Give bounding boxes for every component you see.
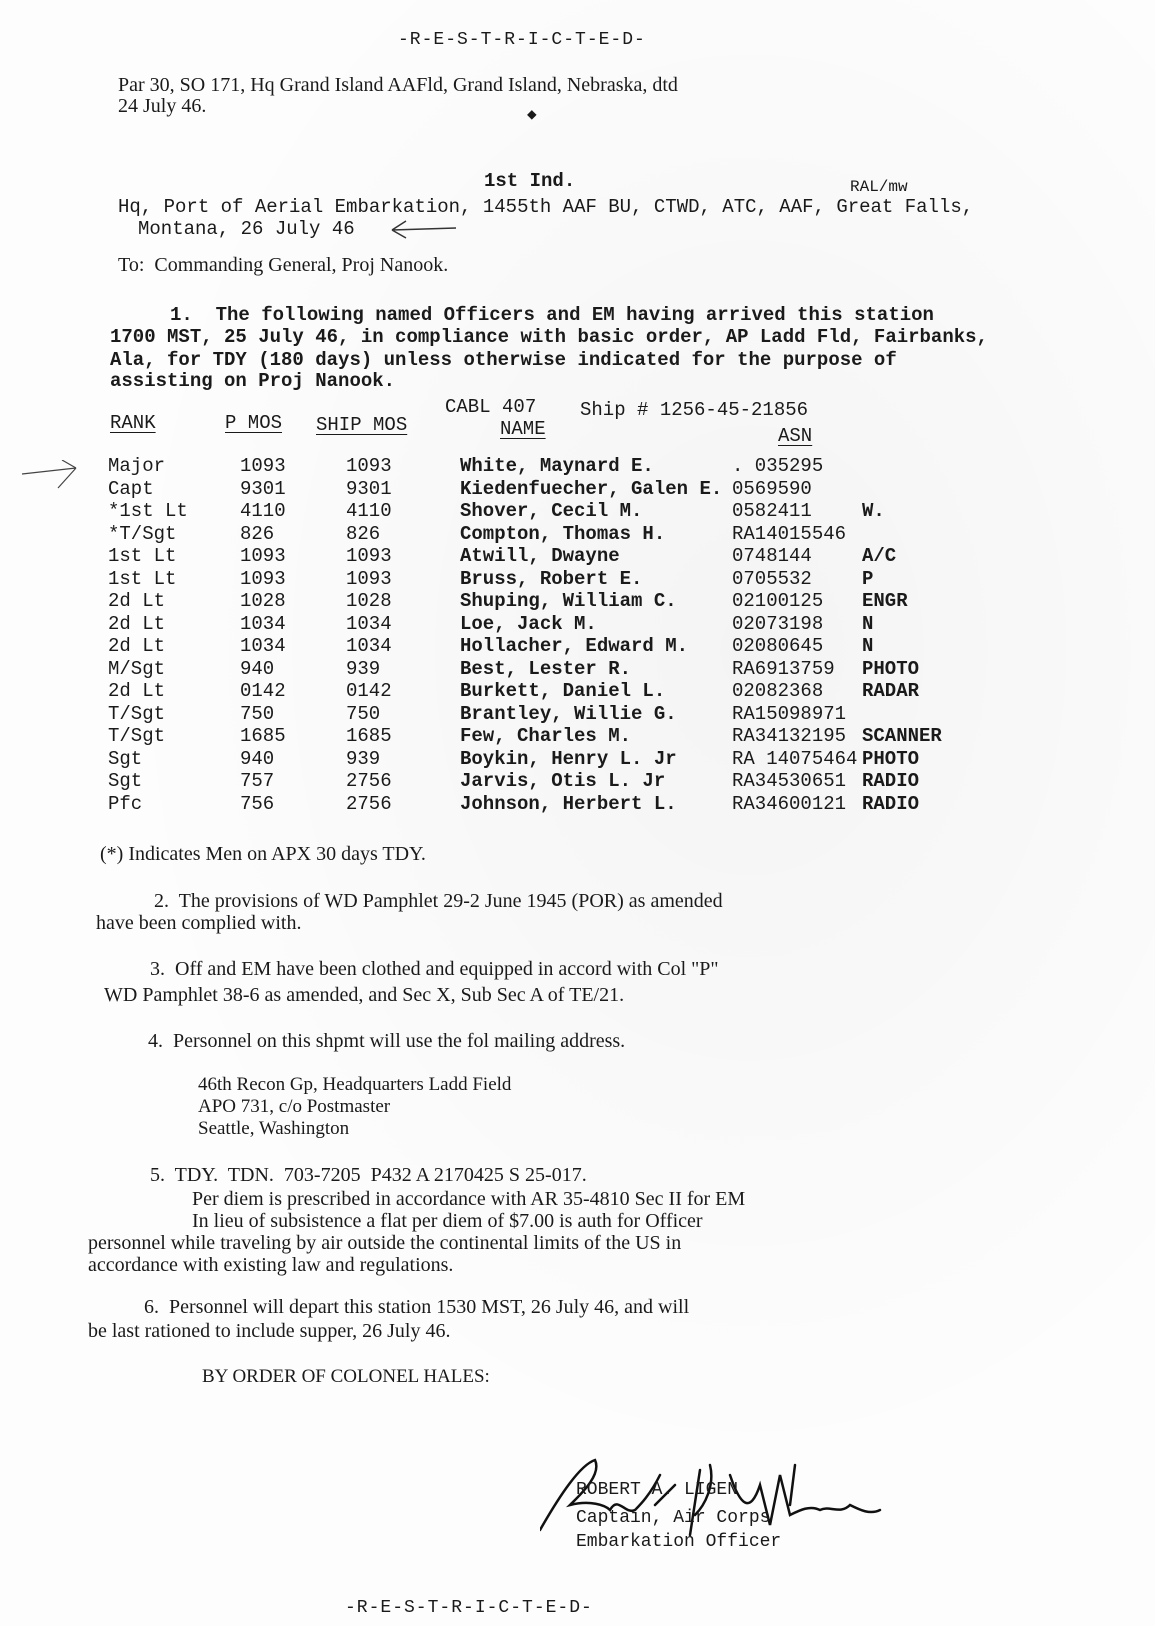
cell-remark: PHOTO bbox=[862, 657, 920, 680]
cell-rank: *T/Sgt bbox=[108, 522, 177, 545]
cell-rank: Pfc bbox=[108, 792, 143, 815]
header-ship-mos: SHIP MOS bbox=[316, 414, 408, 436]
cell-ship-mos: 1034 bbox=[346, 635, 392, 657]
cell-ship-mos: 750 bbox=[346, 702, 381, 725]
table-row bbox=[0, 455, 1155, 478]
cell-ship-mos: 939 bbox=[346, 747, 381, 770]
table-row bbox=[0, 500, 1155, 523]
table-row bbox=[0, 613, 1155, 636]
cell-remark: PHOTO bbox=[862, 747, 920, 770]
signatory-name: ROBERT A. LIGEN bbox=[576, 1480, 739, 1500]
cell-ship-mos: 1028 bbox=[346, 590, 392, 612]
cell-p-mos: 1093 bbox=[240, 567, 286, 590]
table-row bbox=[0, 793, 1155, 816]
cell-rank: *1st Lt bbox=[108, 500, 188, 522]
classification-top: -R-E-S-T-R-I-C-T-E-D- bbox=[398, 30, 646, 50]
table-row bbox=[0, 523, 1155, 546]
cell-remark: W. bbox=[862, 500, 885, 522]
cell-remark: RADIO bbox=[862, 770, 920, 792]
cell-ship-mos: 1034 bbox=[346, 612, 392, 635]
cell-remark: N bbox=[862, 612, 874, 635]
cell-ship-mos: 4110 bbox=[346, 500, 392, 522]
cell-asn: 0582411 bbox=[732, 500, 812, 522]
para5-line-4: personnel while traveling by air outside the continental limits of the US in bbox=[88, 1232, 682, 1254]
cell-rank: T/Sgt bbox=[108, 725, 166, 747]
indorsement-from-line-2: Montana, 26 July 46 bbox=[138, 218, 355, 240]
cell-name: Kiedenfuecher, Galen E. bbox=[460, 477, 723, 500]
cell-asn: RA34530651 bbox=[732, 770, 847, 792]
cell-asn: 0569590 bbox=[732, 477, 812, 500]
cell-p-mos: 9301 bbox=[240, 477, 286, 500]
indorsement-from-line-1: Hq, Port of Aerial Embarkation, 1455th AAF BU, CTWD, ATC, AAF, Great Falls, bbox=[118, 196, 974, 218]
para6-line-2: be last rationed to include supper, 26 July 46. bbox=[88, 1320, 451, 1342]
cell-asn: 0748144 bbox=[732, 545, 812, 567]
table-row bbox=[0, 590, 1155, 613]
cell-ship-mos: 9301 bbox=[346, 477, 392, 500]
cell-rank: 2d Lt bbox=[108, 612, 166, 635]
cell-rank: 2d Lt bbox=[108, 590, 166, 612]
table-row bbox=[0, 703, 1155, 726]
signatory-title: Captain, Air Corps bbox=[576, 1508, 771, 1528]
para5-line-1: 5. TDY. TDN. 703-7205 P432 A 2170425 S 25-017. bbox=[150, 1164, 587, 1186]
cell-asn: RA14015546 bbox=[732, 522, 847, 545]
para2-line-2: have been complied with. bbox=[96, 912, 302, 934]
para3-line-1: 3. Off and EM have been clothed and equipped in accord with Col "P" bbox=[150, 958, 719, 980]
signatory-role: Embarkation Officer bbox=[576, 1532, 782, 1552]
table-row bbox=[0, 748, 1155, 771]
cell-remark: N bbox=[862, 635, 874, 657]
cell-rank: T/Sgt bbox=[108, 702, 166, 725]
table-row bbox=[0, 725, 1155, 748]
para5-line-3: In lieu of subsistence a flat per diem of $7.00 is auth for Officer bbox=[192, 1210, 703, 1232]
cell-asn: RA 14075464 bbox=[732, 747, 858, 770]
closing-line: BY ORDER OF COLONEL HALES: bbox=[202, 1366, 490, 1387]
to-line: To: Commanding General, Proj Nanook. bbox=[118, 254, 449, 276]
cell-remark: ENGR bbox=[862, 590, 908, 612]
cell-rank: 1st Lt bbox=[108, 545, 177, 567]
table-row bbox=[0, 478, 1155, 501]
cell-name: Compton, Thomas H. bbox=[460, 522, 666, 545]
table-row bbox=[0, 568, 1155, 591]
table-row bbox=[0, 635, 1155, 658]
header-asn: ASN bbox=[778, 425, 813, 447]
cell-remark: SCANNER bbox=[862, 725, 942, 747]
cell-rank: Sgt bbox=[108, 747, 143, 770]
para5-line-2: Per diem is prescribed in accordance with AR 35-4810 Sec II for EM bbox=[192, 1188, 746, 1210]
cell-p-mos: 1028 bbox=[240, 590, 286, 612]
cell-asn: . 035295 bbox=[732, 455, 824, 477]
cell-p-mos: 1034 bbox=[240, 612, 286, 635]
cell-name: Jarvis, Otis L. Jr bbox=[460, 770, 666, 792]
cell-rank: 1st Lt bbox=[108, 567, 177, 590]
cell-p-mos: 1034 bbox=[240, 635, 286, 657]
cell-name: Burkett, Daniel L. bbox=[460, 680, 666, 702]
cell-rank: Capt bbox=[108, 477, 154, 500]
cell-name: Loe, Jack M. bbox=[460, 612, 597, 635]
table-row bbox=[0, 658, 1155, 681]
cell-remark: RADAR bbox=[862, 680, 920, 702]
para3-line-2: WD Pamphlet 38-6 as amended, and Sec X, Sub Sec A of TE/21. bbox=[104, 984, 625, 1006]
cell-remark: P bbox=[862, 567, 874, 590]
para1-line-2: 1700 MST, 25 July 46, in compliance with basic order, AP Ladd Fld, Fairbanks, bbox=[110, 326, 988, 348]
cell-ship-mos: 2756 bbox=[346, 770, 392, 792]
cell-name: Shuping, William C. bbox=[460, 590, 677, 612]
cell-name: Johnson, Herbert L. bbox=[460, 792, 677, 815]
cell-asn: 02080645 bbox=[732, 635, 824, 657]
cell-asn: RA6913759 bbox=[732, 657, 835, 680]
para1-line-3: Ala, for TDY (180 days) unless otherwise indicated for the purpose of bbox=[110, 349, 897, 371]
cell-p-mos: 826 bbox=[240, 522, 275, 545]
cell-rank: Sgt bbox=[108, 770, 143, 792]
para1-line-1: 1. The following named Officers and EM having arrived this station bbox=[170, 304, 934, 326]
cell-rank: 2d Lt bbox=[108, 680, 166, 702]
cell-p-mos: 757 bbox=[240, 770, 275, 792]
cable-reference: CABL 407 bbox=[445, 396, 537, 418]
cell-ship-mos: 1093 bbox=[346, 545, 392, 567]
reference-line-1: Par 30, SO 171, Hq Grand Island AAFld, Grand Island, Nebraska, dtd bbox=[118, 74, 678, 96]
cell-name: Shover, Cecil M. bbox=[460, 500, 643, 522]
indorsement-title: 1st Ind. bbox=[484, 170, 576, 192]
cell-rank: M/Sgt bbox=[108, 657, 166, 680]
cell-remark: A/C bbox=[862, 545, 897, 567]
cell-asn: RA15098971 bbox=[732, 702, 847, 725]
cell-asn: RA34600121 bbox=[732, 792, 847, 815]
cell-p-mos: 4110 bbox=[240, 500, 286, 522]
para2-line-1: 2. The provisions of WD Pamphlet 29-2 June 1945 (POR) as amended bbox=[154, 890, 723, 912]
table-row bbox=[0, 545, 1155, 568]
ship-reference: Ship # 1256-45-21856 bbox=[580, 399, 809, 421]
cell-rank: 2d Lt bbox=[108, 635, 166, 657]
address-line-3: Seattle, Washington bbox=[198, 1118, 350, 1139]
cell-name: Boykin, Henry L. Jr bbox=[460, 747, 677, 770]
cell-p-mos: 1093 bbox=[240, 545, 286, 567]
cell-ship-mos: 1685 bbox=[346, 725, 392, 747]
cell-asn: 0705532 bbox=[732, 567, 812, 590]
footnote: (*) Indicates Men on APX 30 days TDY. bbox=[100, 843, 426, 865]
cell-remark: RADIO bbox=[862, 792, 920, 815]
table-row bbox=[0, 770, 1155, 793]
address-line-1: 46th Recon Gp, Headquarters Ladd Field bbox=[198, 1074, 512, 1095]
para6-line-1: 6. Personnel will depart this station 1530 MST, 26 July 46, and will bbox=[144, 1296, 690, 1318]
cell-name: White, Maynard E. bbox=[460, 455, 654, 477]
cell-p-mos: 940 bbox=[240, 657, 275, 680]
address-line-2: APO 731, c/o Postmaster bbox=[198, 1096, 391, 1117]
para1-line-4: assisting on Proj Nanook. bbox=[110, 370, 396, 392]
cell-asn: 02073198 bbox=[732, 612, 824, 635]
cell-name: Best, Lester R. bbox=[460, 657, 632, 680]
para5-line-5: accordance with existing law and regulations. bbox=[88, 1254, 454, 1276]
cell-asn: 02082368 bbox=[732, 680, 824, 702]
para4-line-1: 4. Personnel on this shpmt will use the fol mailing address. bbox=[148, 1030, 626, 1052]
reference-initials: RAL/mw bbox=[850, 178, 908, 196]
cell-name: Atwill, Dwayne bbox=[460, 545, 620, 567]
cell-p-mos: 1685 bbox=[240, 725, 286, 747]
cell-ship-mos: 1093 bbox=[346, 567, 392, 590]
cell-name: Few, Charles M. bbox=[460, 725, 632, 747]
cell-name: Bruss, Robert E. bbox=[460, 567, 643, 590]
reference-line-2: 24 July 46. bbox=[118, 95, 207, 117]
cell-p-mos: 0142 bbox=[240, 680, 286, 702]
cell-p-mos: 1093 bbox=[240, 455, 286, 477]
header-p-mos: P MOS bbox=[225, 412, 283, 434]
cell-ship-mos: 1093 bbox=[346, 455, 392, 477]
cell-ship-mos: 939 bbox=[346, 657, 381, 680]
table-row bbox=[0, 680, 1155, 703]
cell-rank: Major bbox=[108, 455, 166, 477]
cell-p-mos: 756 bbox=[240, 792, 275, 815]
cell-p-mos: 940 bbox=[240, 747, 275, 770]
header-name: NAME bbox=[500, 418, 546, 440]
cell-ship-mos: 0142 bbox=[346, 680, 392, 702]
cell-ship-mos: 826 bbox=[346, 522, 381, 545]
cell-name: Brantley, Willie G. bbox=[460, 702, 677, 725]
header-rank: RANK bbox=[110, 412, 156, 434]
classification-bottom: -R-E-S-T-R-I-C-T-E-D- bbox=[345, 1598, 593, 1618]
cell-p-mos: 750 bbox=[240, 702, 275, 725]
cell-ship-mos: 2756 bbox=[346, 792, 392, 815]
cell-asn: RA34132195 bbox=[732, 725, 847, 747]
cell-name: Hollacher, Edward M. bbox=[460, 635, 689, 657]
ink-mark: ◆ bbox=[527, 106, 537, 124]
cell-asn: 02100125 bbox=[732, 590, 824, 612]
handwritten-arrow-icon bbox=[388, 218, 458, 240]
